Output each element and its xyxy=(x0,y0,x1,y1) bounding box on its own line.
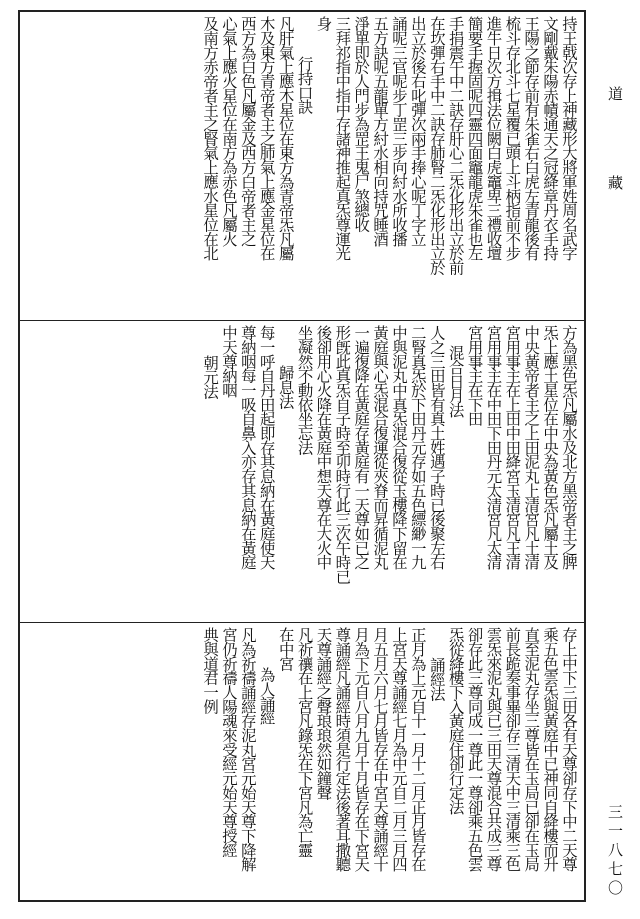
text-column: 前長跪奏事畢卻存三清天中三清乘三色 xyxy=(503,627,522,871)
text-column: 梳斗存北斗七星覆已頭上斗柄指前不步 xyxy=(503,16,522,260)
text-column: 直至泥丸存坐三尊皆在玉局已卻在玉局 xyxy=(522,627,541,871)
text-column: 在坎彈右手中二訣存肺腎二炁化形出立於 xyxy=(427,16,446,275)
text-column: 形旣此真炁自子時至卯時行此三次午時已 xyxy=(333,325,352,584)
text-column: 典與道君一例 xyxy=(201,627,220,714)
text-column: 尊納咽每一吸自鼻入亦存其息納在黃庭 xyxy=(238,325,257,569)
text-column: 方為黑色炁凡屬水及北方黑帝者主之脾 xyxy=(560,325,578,569)
text-column: 正月為上元自十一月十二月正月皆存在 xyxy=(408,627,427,871)
text-column: 宮用事主在下田 xyxy=(465,325,484,426)
section-heading: 為人誦經 xyxy=(257,667,276,725)
text-column: 身 xyxy=(314,16,333,31)
text-column: 宮仍祈禱人陽魂來受經元始天尊授經 xyxy=(219,627,238,857)
text-column: 木及東方青帝者主之肺氣上應金星位在 xyxy=(257,16,276,260)
text-column: 坐凝然不動依坐忘法 xyxy=(295,325,314,455)
text-column: 持王戟次存上神藏形大將軍姓周名武字 xyxy=(560,16,578,260)
section-heading: 歸息法 xyxy=(276,365,295,409)
text-column: 黃庭與心炁混合復運從夾脊而昇循泥丸 xyxy=(371,325,390,569)
text-column: 心氣上應火星位在南方為赤色凡屬火 xyxy=(219,16,238,246)
section-heading: 朝元法 xyxy=(201,355,220,399)
text-panel-bottom xyxy=(20,622,584,901)
text-column: 中天尊納咽 xyxy=(219,325,238,397)
text-column: 凡祈禳在上宮凡錄炁在下宮凡為亡靈 xyxy=(295,627,314,857)
text-column: 凡肝氣上應木星位在東方為青帝炁凡屬 xyxy=(276,16,295,260)
text-column: 炁上應土星位在中央為黃色炁凡屬土及 xyxy=(541,325,560,569)
text-column: 手捐震午中二訣存肝心二炁化形出立於前 xyxy=(446,16,465,275)
text-column: 進牛日次方揖法位闕白虎竈卑三禮收壇 xyxy=(484,16,503,260)
text-column: 上宮天尊誦經七月為中元自二月三月四 xyxy=(389,627,408,871)
text-column: 乘五色雲炁與黃庭中已神同自絳樓而升 xyxy=(541,627,560,871)
text-column: 雲炁來泥丸與已三田天尊混合共成三尊 xyxy=(484,627,503,871)
text-column: 存上中下三田各有天尊卻存下中二天尊 xyxy=(560,627,578,871)
text-column: 月五月六月七月皆存在中宮天尊誦經十 xyxy=(371,627,390,871)
text-column: 凡為祈禱誦經存泥丸宮元始天尊下降解 xyxy=(238,627,257,871)
text-column: 卻存此三尊同成一尊此一尊卻乘五色雲 xyxy=(465,627,484,871)
text-panel-middle xyxy=(20,320,584,623)
text-column: 誦呢三官呢步丁罡三步向紂水所收播 xyxy=(389,16,408,246)
text-column: 人之三田皆有真土姓遇子時已後聚左右 xyxy=(427,325,446,569)
text-column: 中央黃帝者主之上田泥丸上清宮凡土清 xyxy=(522,325,541,569)
text-column: 二腎真炁於下田丹元存如五色縹緲一九 xyxy=(408,325,427,569)
text-column: 淨單即於人門步為罡王鬼尸煞總收 xyxy=(352,16,371,232)
page-number: 三一八七〇 xyxy=(606,804,624,899)
text-column: 宮用事主在中田下田丹元太清宮凡太清 xyxy=(484,325,503,569)
text-column: 及南方赤帝者主之腎氣上應水星位在北 xyxy=(201,16,220,260)
text-column: 文剛戴朱陽赤幘通天之冠絳章丹衣手持 xyxy=(541,16,560,260)
text-column: 中與泥丸中真炁混合復從玉樓降下留在 xyxy=(389,325,408,569)
section-heading: 混合日月法 xyxy=(446,345,465,417)
text-column: 西方為白色凡屬金及西方白帝者主之 xyxy=(238,16,257,246)
text-column: 後卻用心火降在黃庭中想天尊在大火中 xyxy=(314,325,333,569)
text-column: 五方訣呢五龍單方紂水相向持咒睡酒 xyxy=(371,16,390,246)
section-heading: 誦經法 xyxy=(427,657,446,701)
text-panel-top xyxy=(20,12,584,320)
text-column: 炁從絳樓下入黃庭住卻行定法 xyxy=(446,627,465,814)
text-column: 三拜祁指中指中存諸神推起真炁尊運光 xyxy=(333,16,352,260)
text-column: 在中宮 xyxy=(276,627,295,671)
text-column: 尊誦經凡誦經時須是行定法後著耳撒聽 xyxy=(333,627,352,871)
text-column: 出立於後右叱彈次兩手捧心呢丁字立 xyxy=(408,16,427,246)
text-column: 一遍復降在黃庭存黃庭有一天尊如已之 xyxy=(352,325,371,569)
text-column: 簡要手握固呢四靈四面竈龍虎朱雀也左 xyxy=(465,16,484,260)
text-column: 宮用事主在上田中田絳宮玉清宮凡王清 xyxy=(503,325,522,569)
page-frame xyxy=(18,10,586,902)
text-column: 王陽之節存前有朱雀右白虎左青龍後有 xyxy=(522,16,541,260)
collection-title: 道 藏 xyxy=(606,86,624,218)
text-column: 每一呼自丹田起即存其息納在黃庭使天 xyxy=(257,325,276,569)
text-column: 天尊誦經之聲琅琅然如鐘聲 xyxy=(314,627,333,800)
text-column: 月為下元自八月九月十月皆存在下宮天 xyxy=(352,627,371,871)
section-heading: 行持口訣 xyxy=(295,56,314,114)
